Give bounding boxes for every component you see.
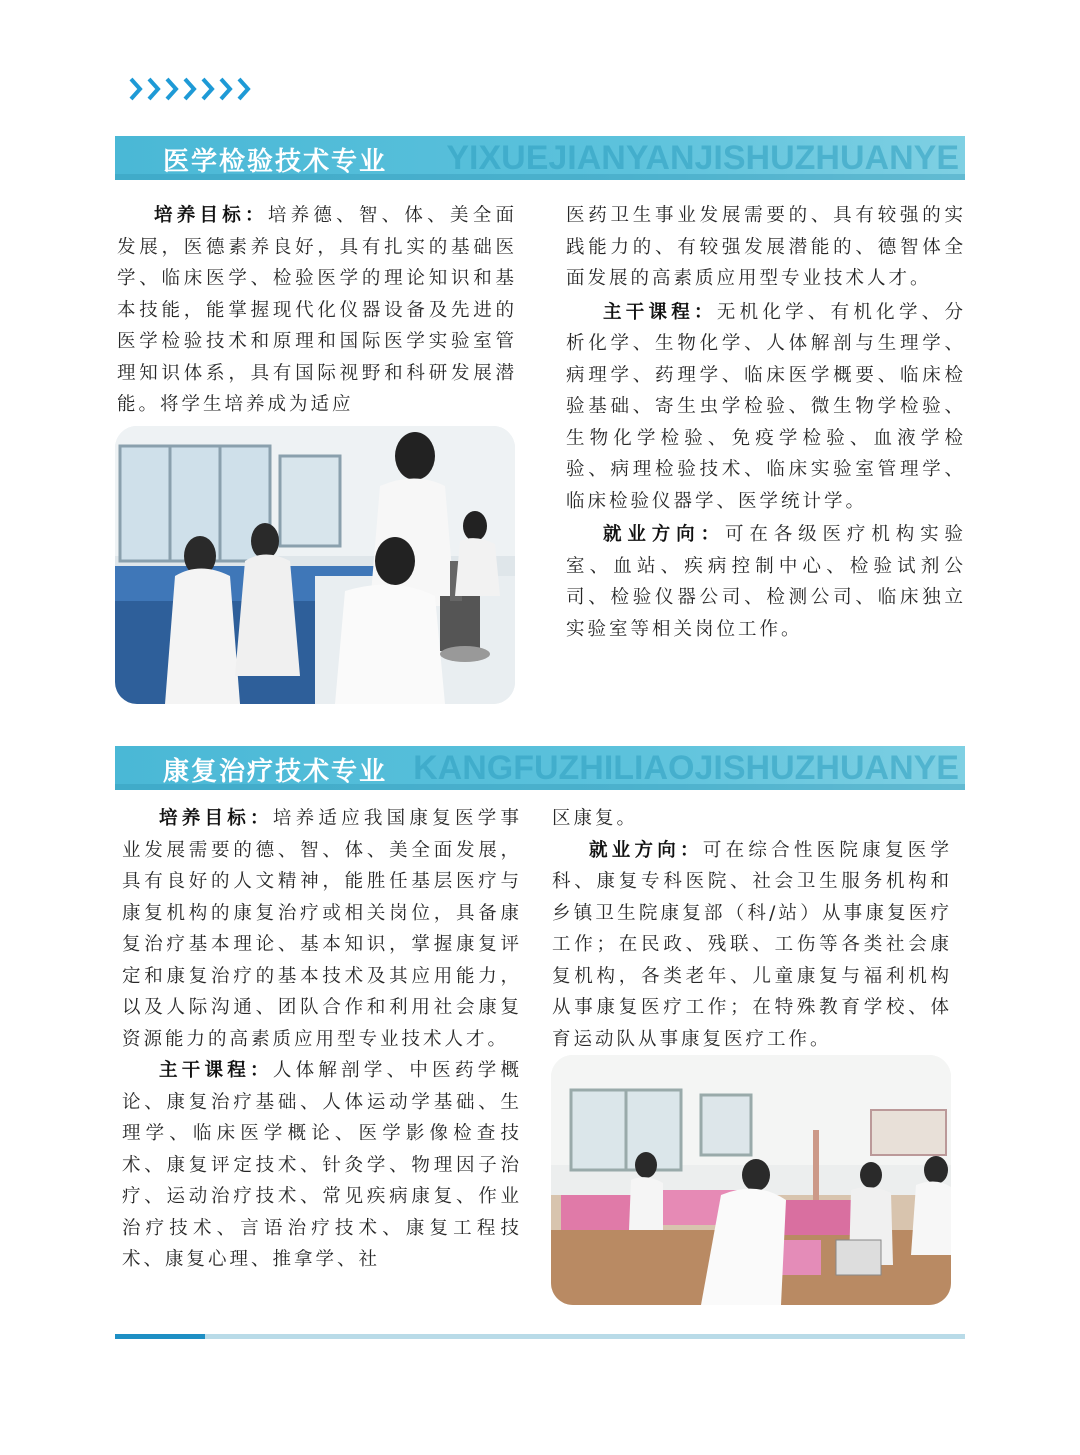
section1-right-column (566, 200, 966, 645)
goal-text-cont: 医药卫生事业发展需要的、具有较强的实践能力的、有较强发展潜能的、德智体全面发展的高素质应用型专业技术人才。 (566, 205, 966, 289)
job-label: 就业方向： (589, 839, 703, 861)
section-banner-rehabilitation (115, 746, 965, 790)
course-text: 无机化学、有机化学、分析化学、生物化学、人体解剖与生理学、病理学、药理学、临床医学概要、临床检验基础、寄生虫学检验、微生物学检验、生物化学检验、免疫学检验、血液学检验、病理检验技术、临床实验室管理学、临床检验仪器学、医学统计学。 (566, 301, 966, 512)
course-text-cont: 区康复。 (552, 808, 639, 829)
lab-classroom-photo (115, 426, 515, 704)
job-label: 就业方向： (603, 524, 725, 545)
section1-left-column (117, 200, 517, 421)
section2-right-column (552, 803, 952, 1055)
banner-pinyin: KANGFUZHILIAOJISHUZHUANYE (413, 749, 959, 787)
goal-text: 培养适应我国康复医学事业发展需要的德、智、体、美全面发展，具有良好的人文精神，能胜任基层医疗与康复机构的康复治疗或相关岗位，具备康复治疗基本理论、基本知识，掌握康复评定和康复治疗的基本技术及其应用能力，以及人际沟通、团队合作和利用社会康复资源能力的高素质应用型专业技术人才。 (122, 808, 522, 1050)
goal-label: 培养目标： (159, 808, 273, 829)
goal-text: 培养德、智、体、美全面发展，医德素养良好，具有扎实的基础医学、临床医学、检验医学的理论知识和基本技能，能掌握现代化仪器设备及先进的医学检验技术和原理和国际医学实验室管理知识体系，具有国际视野和科研发展潜能。将学生培养成为适应 (117, 205, 517, 415)
section-banner-lab-medicine (115, 136, 965, 180)
double-chevron-arrows-icon (128, 74, 252, 104)
section-title: 医学检验技术专业 (163, 147, 388, 177)
course-label: 主干课程： (603, 301, 717, 323)
course-label: 主干课程： (159, 1060, 273, 1081)
section-title: 康复治疗技术专业 (163, 757, 388, 787)
goal-label: 培养目标： (154, 205, 268, 226)
footer-divider (115, 1334, 965, 1339)
job-text: 可在各级医疗机构实验室、血站、疾病控制中心、检验试剂公司、检验仪器公司、检测公司、临床独立实验室等相关岗位工作。 (566, 524, 966, 640)
rehab-training-photo (551, 1055, 951, 1305)
banner-pinyin: YIXUEJIANYANJISHUZHUANYE (446, 139, 959, 177)
job-text: 可在综合性医院康复医学科、康复专科医院、社会卫生服务机构和乡镇卫生院康复部（科/站）从事康复医疗工作；在民政、残联、工伤等各类社会康复机构，各类老年、儿童康复与福利机构从事康复医疗工作；在特殊教育学校、体育运动队从事康复医疗工作。 (552, 839, 952, 1050)
course-text: 人体解剖学、中医药学概论、康复治疗基础、人体运动学基础、生理学、临床医学概论、医学影像检查技术、康复评定技术、针灸学、物理因子治疗、运动治疗技术、常见疾病康复、作业治疗技术、言语治疗技术、康复工程技术、康复心理、推拿学、社 (122, 1060, 522, 1270)
section2-left-column (122, 803, 522, 1276)
